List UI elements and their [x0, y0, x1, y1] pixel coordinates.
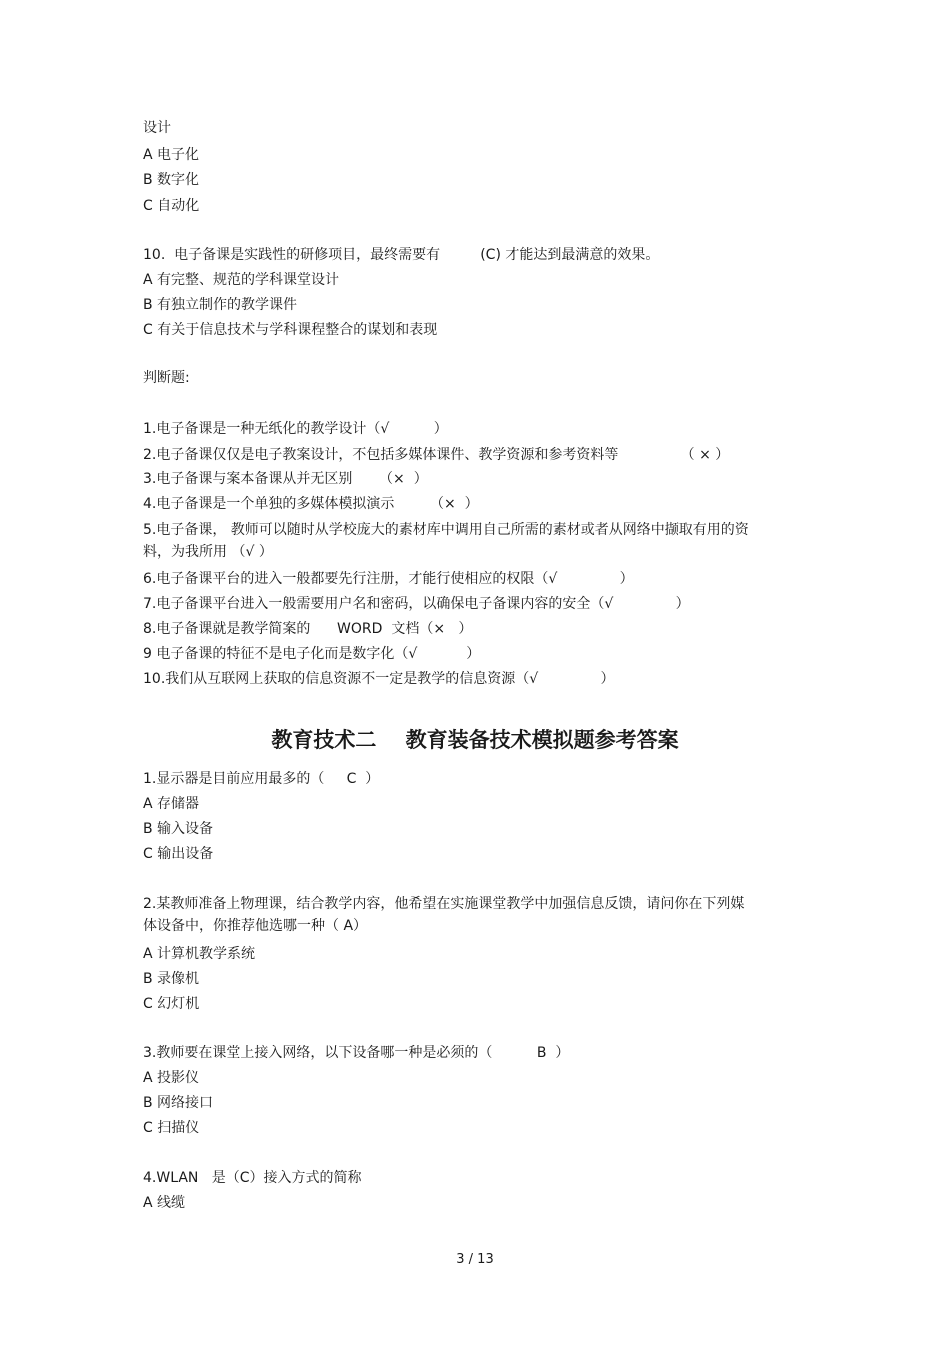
page-number: 3 / 13	[456, 1252, 494, 1267]
question-1: 1.显示器是目前应用最多的（ C ）	[143, 771, 380, 787]
option-b: B 有独立制作的教学课件	[143, 297, 298, 313]
option-a: A 投影仪	[143, 1070, 200, 1086]
tf-item-4: 4.电子备课是一个单独的多媒体模拟演示 （× ）	[143, 496, 479, 512]
tf-item-8: 8.电子备课就是教学简案的 WORD 文档（× ）	[143, 621, 473, 637]
option-b: B 录像机	[143, 971, 200, 987]
option-a: A 电子化	[143, 147, 200, 163]
option-b: B 网络接口	[143, 1095, 214, 1111]
option-a: A 线缆	[143, 1195, 186, 1211]
tf-item-7: 7.电子备课平台进入一般需要用户名和密码，以确保电子备课内容的安全（√ ）	[143, 596, 690, 612]
tf-item-10: 10.我们从互联网上获取的信息资源不一定是教学的信息资源（√ ）	[143, 671, 615, 687]
option-a: A 有完整、规范的学科课堂设计	[143, 272, 340, 288]
text-line: 设计	[143, 120, 171, 136]
option-c: C 输出设备	[143, 846, 214, 862]
question-3: 3.教师要在课堂上接入网络，以下设备哪一种是必须的（ B ）	[143, 1045, 570, 1061]
question-2: 2.某教师准备上物理课，结合教学内容，他希望在实施课堂教学中加强信息反馈，请问你在下列媒体设备中，你推荐他选哪一种（ A）	[143, 896, 745, 934]
option-c: C 有关于信息技术与学科课程整合的谋划和表现	[143, 322, 438, 338]
option-c: C 自动化	[143, 198, 200, 214]
option-a: A 计算机教学系统	[143, 946, 256, 962]
option-c: C 幻灯机	[143, 996, 200, 1012]
tf-item-3: 3.电子备课与案本备课从并无区别 （× ）	[143, 471, 428, 487]
section-heading-true-false: 判断题:	[143, 370, 190, 386]
question-10: 10. 电子备课是实践性的研修项目，最终需要有 (C) 才能达到最满意的效果。	[143, 247, 660, 263]
tf-item-6: 6.电子备课平台的进入一般都要先行注册，才能行使相应的权限（√ ）	[143, 571, 634, 587]
question-4: 4.WLAN 是（C）接入方式的简称	[143, 1170, 362, 1186]
tf-item-1: 1.电子备课是一种无纸化的教学设计（√ ）	[143, 421, 448, 437]
option-b: B 数字化	[143, 172, 200, 188]
option-c: C 扫描仪	[143, 1120, 200, 1136]
option-b: B 输入设备	[143, 821, 214, 837]
tf-item-2: 2.电子备课仅仅是电子教案设计，不包括多媒体课件、教学资源和参考资料等 （ × ）	[143, 447, 730, 463]
tf-item-5: 5.电子备课， 教师可以随时从学校庞大的素材库中调用自己所需的素材或者从网络中撷取有用的资料，为我所用 （√ ）	[143, 522, 749, 560]
option-a: A 存储器	[143, 796, 200, 812]
section-title: 教育技术二 教育装备技术模拟题参考答案	[271, 728, 679, 752]
tf-item-9: 9 电子备课的特征不是电子化而是数字化（√ ）	[143, 646, 481, 662]
